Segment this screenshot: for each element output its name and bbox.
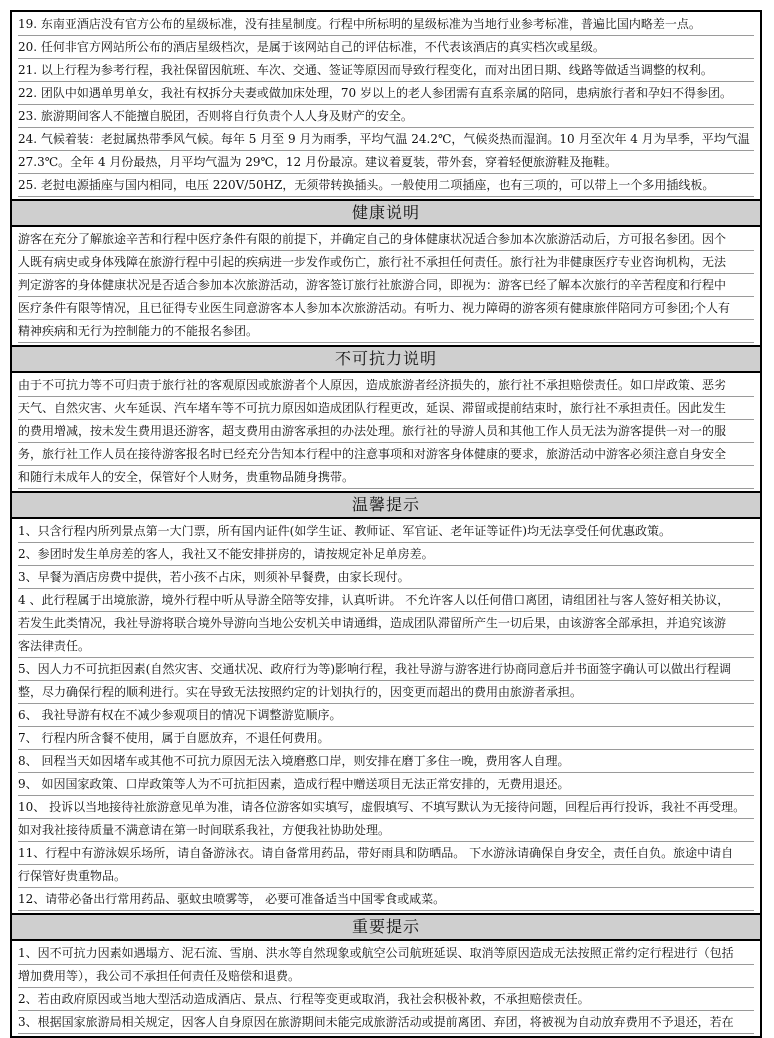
force-majeure-section — [10, 345, 762, 491]
tip-line: 11、行程中有游泳娱乐场所，请自备游泳衣。请自备常用药品，带好雨具和防晒品。 下水游泳请确保自身安全，责任自负。旅途中请自 — [18, 842, 754, 865]
note-line: 19. 东南亚酒店没有官方公布的星级标准，没有挂星制度。行程中所标明的星级标准为当地行业参考标准，普遍比国内略差一点。 — [18, 13, 754, 36]
tip-line: 8、 回程当天如因堵车或其他不可抗力原因无法入境磨憨口岸，则安排在磨丁多住一晚，费用客人自理。 — [18, 750, 754, 773]
health-line: 医疗条件有限等情况，且已征得专业医生同意游客本人参加本次旅游活动。有听力、视力障碍的游客须有健康旅伴陪同方可参团;个人有 — [18, 297, 754, 320]
tip-line: 2、参团时发生单房差的客人，我社又不能安排拼房的，请按规定补足单房差。 — [18, 543, 754, 566]
important-line: 2、若由政府原因或当地大型活动造成酒店、景点、行程等变更或取消，我社会积极补救，不承担赔偿责任。 — [18, 988, 754, 1011]
tip-line: 行保管好贵重物品。 — [18, 865, 754, 888]
important-content — [12, 941, 760, 1036]
note-line: 22. 团队中如遇单男单女，我社有权拆分夫妻或做加床处理，70 岁以上的老人参团需有直系亲属的陪同，患病旅行者和孕妇不得参团。 — [18, 82, 754, 105]
tip-line: 若发生此类情况，我社导游将联合境外导游向当地公安机关申请通缉，造成团队滞留所产生一切后果，由该游客全部承担，并追究该游 — [18, 612, 754, 635]
tip-line: 12、请带必备出行常用药品、驱蚊虫喷雾等， 必要可准备适当中国零食或咸菜。 — [18, 888, 754, 911]
health-content — [12, 227, 760, 345]
tip-line: 6、 我社导游有权在不减少参观项目的情况下调整游览顺序。 — [18, 704, 754, 727]
note-line: 27.3℃。全年 4 月份最热，月平均气温为 29℃，12 月份最凉。建议着夏装，带外套，穿着轻便旅游鞋及拖鞋。 — [18, 151, 754, 174]
tips-section — [10, 491, 762, 913]
important-heading: 重要提示 — [12, 915, 760, 941]
force-majeure-content — [12, 373, 760, 491]
force-majeure-line: 务，旅行社工作人员在接待游客报名时已经充分告知本行程中的注意事项和对游客身体健康的要求，旅游活动中游客必须注意自身安全 — [18, 443, 754, 466]
tip-line: 客法律责任。 — [18, 635, 754, 658]
note-line: 20. 任何非官方网站所公布的酒店星级档次，是属于该网站自己的评估标准，不代表该酒店的真实档次或星级。 — [18, 36, 754, 59]
important-line: 1、因不可抗力因素如遇塌方、泥石流、雪崩、洪水等自然现象或航空公司航班延误、取消等原因造成无法按照正常约定行程进行（包括 — [18, 942, 754, 965]
note-line: 21. 以上行程为参考行程，我社保留因航班、车次、交通、签证等原因而导致行程变化，而对出团日期、线路等做适当调整的权利。 — [18, 59, 754, 82]
travel-notes-section — [10, 10, 762, 199]
tips-heading: 温馨提示 — [12, 493, 760, 519]
note-line: 25. 老挝电源插座与国内相同，电压 220V/50HZ，无须带转换插头。一般使用二项插座，也有三项的，可以带上一个多用插线板。 — [18, 174, 754, 197]
important-section — [10, 913, 762, 1038]
tip-line: 3、早餐为酒店房费中提供，若小孩不占床，则须补早餐费，由家长现付。 — [18, 566, 754, 589]
document-page — [10, 10, 762, 1038]
tips-content — [12, 519, 760, 913]
important-line: 3、根据国家旅游局相关规定，因客人自身原因在旅游期间未能完成旅游活动或提前离团、弃团，将被视为自动放弃费用不予退还，若在 — [18, 1011, 754, 1034]
tip-line: 5、因人力不可抗拒因素(自然灾害、交通状况、政府行为等)影响行程，我社导游与游客进行协商同意后并书面签字确认可以做出行程调 — [18, 658, 754, 681]
health-line: 判定游客的身体健康状况是否适合参加本次旅游活动，游客签订旅行社旅游合同，即视为：游客已经了解本次旅行的辛苦程度和行程中 — [18, 274, 754, 297]
health-line: 精神疾病和无行为控制能力的不能报名参团。 — [18, 320, 754, 343]
force-majeure-line: 和随行未成年人的安全，保管好个人财务，贵重物品随身携带。 — [18, 466, 754, 489]
travel-notes-content — [12, 12, 760, 199]
force-majeure-line: 天气、自然灾害、火车延误、汽车堵车等不可抗力原因如造成团队行程更改，延误、滞留或提前结束时，旅行社不承担责任。因此发生 — [18, 397, 754, 420]
tip-line: 如对我社接待质量不满意请在第一时间联系我社，方便我社协助处理。 — [18, 819, 754, 842]
tip-line: 10、 投诉以当地接待社旅游意见单为准，请各位游客如实填写，虚假填写、不填写默认为无接待问题，回程后再行投诉，我社不再受理。 — [18, 796, 754, 819]
force-majeure-line: 的费用增减，按未发生费用退还游客，超支费用由游客承担的办法处理。旅行社的导游人员和其他工作人员无法为游客提供一对一的服 — [18, 420, 754, 443]
tip-line: 7、 行程内所含餐不使用，属于自愿放弃，不退任何费用。 — [18, 727, 754, 750]
note-line: 23. 旅游期间客人不能擅自脱团，否则将自行负责个人人身及财产的安全。 — [18, 105, 754, 128]
tip-line: 9、 如因国家政策、口岸政策等人为不可抗拒因素，造成行程中赠送项目无法正常安排的，无费用退还。 — [18, 773, 754, 796]
tip-line: 4 、此行程属于出境旅游，境外行程中听从导游全陪等安排，认真听讲。 不允许客人以任何借口离团，请组团社与客人签好相关协议， — [18, 589, 754, 612]
tip-line: 整，尽力确保行程的顺利进行。实在导致无法按照约定的计划执行的，因变更而超出的费用由旅游者承担。 — [18, 681, 754, 704]
health-section — [10, 199, 762, 345]
tip-line: 1、只含行程内所列景点第一大门票，所有国内证件(如学生证、教师证、军官证、老年证等证件)均无法享受任何优惠政策。 — [18, 520, 754, 543]
force-majeure-heading: 不可抗力说明 — [12, 347, 760, 373]
force-majeure-line: 由于不可抗力等不可归责于旅行社的客观原因或旅游者个人原因，造成旅游者经济损失的，旅行社不承担赔偿责任。如口岸政策、恶劣 — [18, 374, 754, 397]
health-line: 人既有病史或身体残障在旅游行程中引起的疾病进一步发作或伤亡，旅行社不承担任何责任。旅行社为非健康医疗专业咨询机构，无法 — [18, 251, 754, 274]
important-line: 增加费用等），我公司不承担任何责任及赔偿和退费。 — [18, 965, 754, 988]
health-heading: 健康说明 — [12, 201, 760, 227]
note-line: 24. 气候着装：老挝属热带季风气候。每年 5 月至 9 月为雨季，平均气温 24.2℃，气候炎热而湿润。10 月至次年 4 月为旱季，平均气温 — [18, 128, 754, 151]
health-line: 游客在充分了解旅途辛苦和行程中医疗条件有限的前提下，并确定自己的身体健康状况适合参加本次旅游活动后，方可报名参团。因个 — [18, 228, 754, 251]
